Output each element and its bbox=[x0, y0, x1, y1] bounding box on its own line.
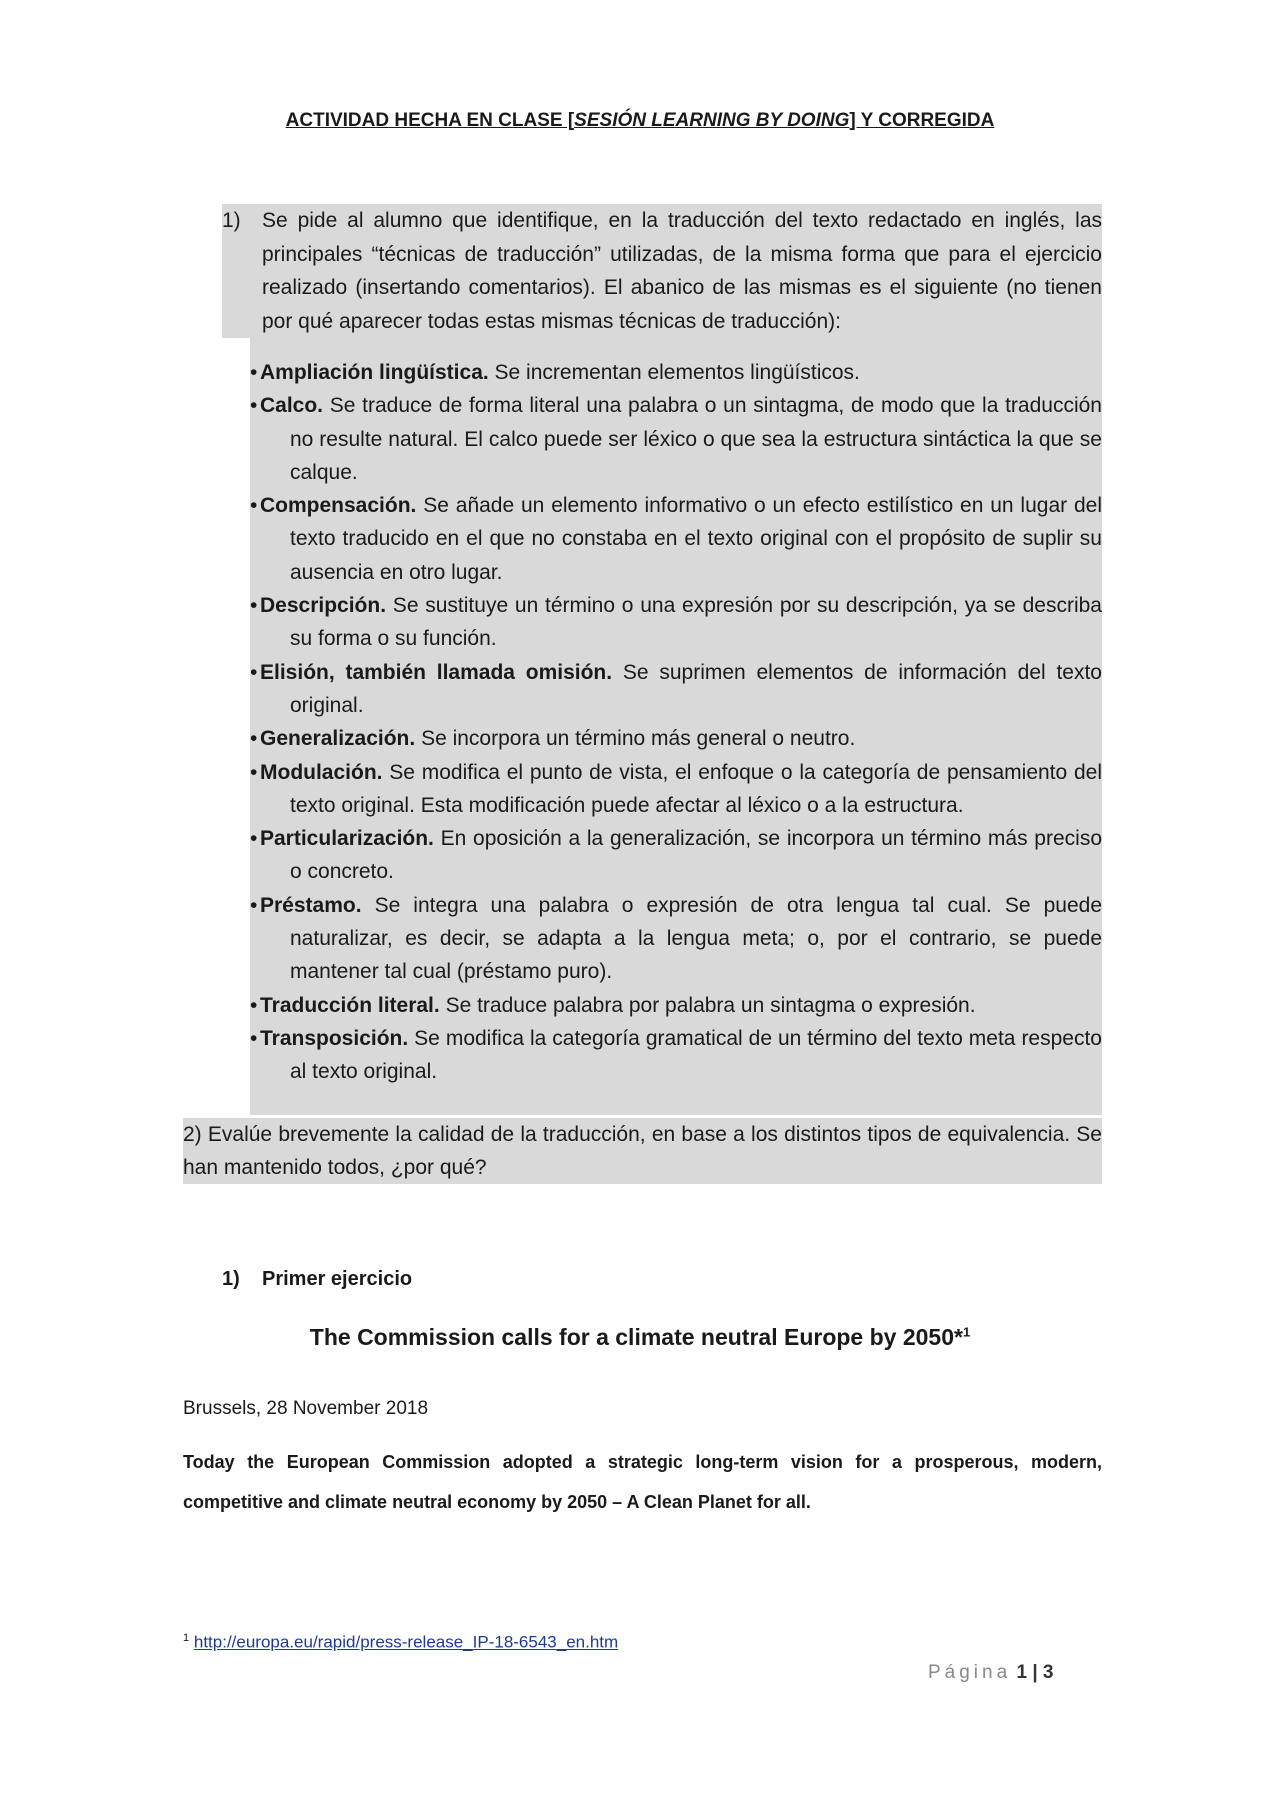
technique-description: Se incrementan elementos lingüísticos. bbox=[488, 361, 860, 384]
page-number-separator: | bbox=[1032, 1662, 1038, 1683]
technique-item bbox=[250, 822, 1102, 889]
technique-item bbox=[250, 756, 1102, 823]
technique-item bbox=[250, 989, 1102, 1022]
page-number-current: 1 bbox=[1016, 1662, 1028, 1683]
exercise-label: Primer ejercicio bbox=[262, 1268, 413, 1290]
technique-description: Se modifica la categoría gramatical de un término del texto meta respecto al texto original. bbox=[290, 1026, 1102, 1084]
technique-item bbox=[250, 656, 1102, 723]
technique-item bbox=[250, 356, 1102, 389]
article-footnote-ref: 1 bbox=[962, 1324, 971, 1340]
technique-term: Calco. bbox=[260, 394, 324, 418]
technique-term: Particularización. bbox=[260, 827, 434, 851]
technique-term: Transposición. bbox=[260, 1026, 409, 1050]
technique-description: Se suprimen elementos de información del texto original. bbox=[290, 660, 1102, 717]
document-title bbox=[0, 110, 1280, 132]
technique-term: Préstamo. bbox=[260, 893, 362, 917]
technique-term: Modulación. bbox=[260, 760, 383, 784]
technique-description: Se modifica el punto de vista, el enfoque o la categoría de pensamiento del texto original. Esta modificación puede afectar al léxico o a la estructura. bbox=[290, 760, 1102, 817]
bullet-icon: • bbox=[250, 993, 258, 1017]
technique-term: Ampliación lingüística. bbox=[260, 361, 489, 384]
technique-description: Se traduce de forma literal una palabra o un sintagma, de modo que la traducción no resulte natural. El calco puede ser léxico o que sea la estructura sintáctica la que se calque. bbox=[290, 394, 1102, 484]
bullet-icon: • bbox=[250, 893, 258, 917]
technique-item bbox=[250, 889, 1102, 989]
article-title bbox=[0, 1324, 1280, 1351]
techniques-box bbox=[250, 335, 1102, 1115]
question-1-number: 1) bbox=[222, 209, 241, 232]
technique-term: Traducción literal. bbox=[260, 993, 440, 1017]
question-2: 2) Evalúe brevemente la calidad de la traducción, en base a los distintos tipos de equivalencia. Se han mantenido todos, ¿por qué? bbox=[183, 1118, 1102, 1184]
technique-item bbox=[250, 589, 1102, 656]
technique-description: Se incorpora un término más general o neutro. bbox=[415, 727, 856, 751]
page-number-label: Página bbox=[928, 1662, 1012, 1683]
bullet-icon: • bbox=[250, 394, 258, 418]
title-part2: ] Y CORREGIDA bbox=[849, 110, 995, 131]
article-dateline: Brussels, 28 November 2018 bbox=[183, 1398, 429, 1419]
question-1-text: Se pide al alumno que identifique, en la traducción del texto redactado en inglés, las principales “técnicas de traducción” utilizadas, de la misma forma que para el ejercicio realizado (insertando comentarios). El abanico de las mismas es el siguiente (no tienen por qué aparecer todas estas mismas técnicas de traducción): bbox=[262, 209, 1102, 333]
technique-description: Se integra una palabra o expresión de otra lengua tal cual. Se puede naturalizar, es decir, se adapta a la lengua meta; o, por el contrario, se puede mantener tal cual (préstamo puro). bbox=[290, 893, 1102, 984]
technique-item bbox=[250, 489, 1102, 589]
title-part1: ACTIVIDAD HECHA EN CLASE [ bbox=[285, 110, 575, 131]
page-number bbox=[928, 1662, 1054, 1684]
footnote-marker: 1 bbox=[183, 1632, 190, 1644]
technique-description: Se sustituye un término o una expresión por su descripción, ya se describa su forma o su función. bbox=[290, 594, 1102, 651]
technique-term: Compensación. bbox=[260, 494, 417, 518]
bullet-icon: • bbox=[250, 1026, 258, 1050]
bullet-icon: • bbox=[250, 494, 258, 518]
exercise-number: 1) bbox=[222, 1268, 240, 1290]
bullet-icon: • bbox=[250, 760, 258, 784]
technique-description: Se añade un elemento informativo o un efecto estilístico en un lugar del texto traducido en el que no constaba en el texto original con el propósito de suplir su ausencia en otro lugar. bbox=[290, 494, 1102, 584]
footnote-link[interactable]: http://europa.eu/rapid/press-release_IP-18-6543_en.htm bbox=[193, 1632, 619, 1652]
technique-item bbox=[250, 1022, 1102, 1089]
bullet-icon: • bbox=[250, 727, 258, 751]
bullet-icon: • bbox=[250, 660, 258, 684]
exercise-heading bbox=[222, 1268, 412, 1291]
technique-description: Se traduce palabra por palabra un sintagma o expresión. bbox=[439, 993, 976, 1017]
footnote bbox=[183, 1632, 618, 1653]
technique-term: Elisión, también llamada omisión. bbox=[260, 660, 613, 684]
technique-description: En oposición a la generalización, se incorpora un término más preciso o concreto. bbox=[290, 827, 1102, 884]
title-italic: SESIÓN LEARNING BY DOING bbox=[574, 110, 850, 131]
bullet-icon: • bbox=[250, 594, 258, 618]
article-title-text: The Commission calls for a climate neutral Europe by 2050* bbox=[309, 1324, 963, 1350]
techniques-list bbox=[250, 356, 1102, 1089]
technique-term: Generalización. bbox=[260, 727, 416, 751]
bullet-icon: • bbox=[250, 361, 258, 384]
bullet-icon: • bbox=[250, 827, 258, 851]
technique-term: Descripción. bbox=[260, 594, 387, 618]
question-1 bbox=[222, 204, 1102, 338]
technique-item bbox=[250, 389, 1102, 489]
article-lead: Today the European Commission adopted a strategic long-term vision for a prosperous, modern, competitive and climate neutral economy by 2050 – A Clean Planet for all. bbox=[183, 1452, 1102, 1512]
page-number-total: 3 bbox=[1042, 1662, 1054, 1683]
technique-item bbox=[250, 722, 1102, 755]
